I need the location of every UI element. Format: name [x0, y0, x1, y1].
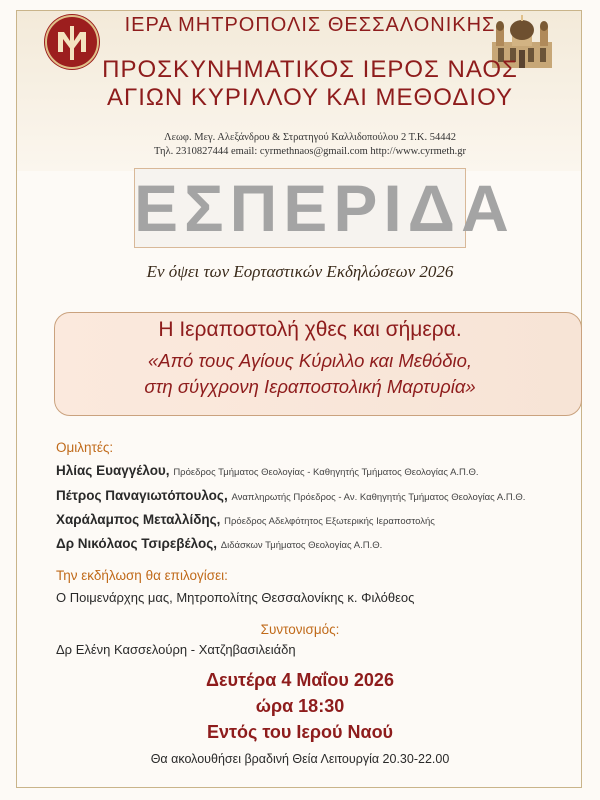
topic-subtitle-line1: «Από τους Αγίους Κύριλλο και Μεθόδιο,: [147, 350, 473, 371]
event-time: ώρα 18:30: [255, 696, 345, 716]
topic-subtitle-line2: στη σύγχρονη Ιεραποστολική Μαρτυρία»: [144, 376, 476, 397]
speakers-label: Ομιλητές:: [56, 440, 114, 455]
church-name-line1: ΠΡΟΣΚΥΝΗΜΑΤΙΚΟΣ ΙΕΡΟΣ ΝΑΟΣ: [102, 56, 518, 83]
speaker-item: [56, 488, 525, 503]
speaker-name: Δρ Νικόλαος Τσιρεβέλος,: [56, 536, 217, 551]
closing-label: Την εκδήλωση θα επιλογίσει:: [56, 568, 228, 583]
speaker-item: [56, 536, 382, 551]
church-name-line2: ΑΓΙΩΝ ΚΥΡΙΛΛΟΥ ΚΑΙ ΜΕΘΟΔΙΟΥ: [106, 84, 513, 111]
speaker-name: Χαράλαμπος Μεταλλίδης,: [56, 512, 221, 527]
coordination-text: Δρ Ελένη Κασσελούρη - Χατζηβασιλειάδη: [56, 642, 296, 657]
speaker-name: Ηλίας Ευαγγέλου,: [56, 463, 170, 478]
church-contact: Τηλ. 2310827444 email: cyrmethnaos@gmail.com http://www.cyrmeth.gr: [154, 146, 466, 157]
closing-text: Ο Ποιμενάρχης μας, Μητροπολίτης Θεσσαλονίκης κ. Φιλόθεος: [56, 590, 415, 605]
metropolis-name: ΙΕΡΑ ΜΗΤΡΟΠΟΛΙΣ ΘΕΣΣΑΛΟΝΙΚΗΣ: [124, 14, 496, 36]
speaker-item: [56, 463, 479, 478]
speaker-role: Διδάσκων Τμήματος Θεολογίας Α.Π.Θ.: [220, 540, 383, 551]
church-address: Λεωφ. Μεγ. Αλεξάνδρου & Στρατηγού Καλλιδοπούλου 2 Τ.Κ. 54442: [164, 132, 456, 143]
coordination-label: Συντονισμός:: [260, 622, 340, 637]
event-occasion: Εν όψει των Εορταστικών Εκδηλώσεων 2026: [146, 262, 454, 281]
speaker-item: [56, 512, 435, 527]
topic-title: Η Ιεραποστολή χθες και σήμερα.: [158, 318, 462, 341]
speaker-role: Πρόεδρος Τμήματος Θεολογίας - Καθηγητής Τμήματος Θεολογίας Α.Π.Θ.: [173, 467, 479, 478]
speaker-role: Πρόεδρος Αδελφότητος Εξωτερικής Ιεραποστολής: [224, 516, 435, 527]
event-date: Δευτέρα 4 Μαΐου 2026: [206, 670, 394, 690]
speaker-name: Πέτρος Παναγιωτόπουλος,: [56, 488, 228, 503]
speaker-role: Αναπληρωτής Πρόεδρος - Αν. Καθηγητής Τμήματος Θεολογίας Α.Π.Θ.: [231, 492, 526, 503]
event-place: Εντός του Ιερού Ναού: [206, 722, 394, 742]
event-type-title: ΕΣΠΕΡΙΔΑ: [134, 171, 515, 245]
liturgy-note: Θα ακολουθήσει βραδινή Θεία Λειτουργία 20.30-22.00: [150, 752, 450, 766]
